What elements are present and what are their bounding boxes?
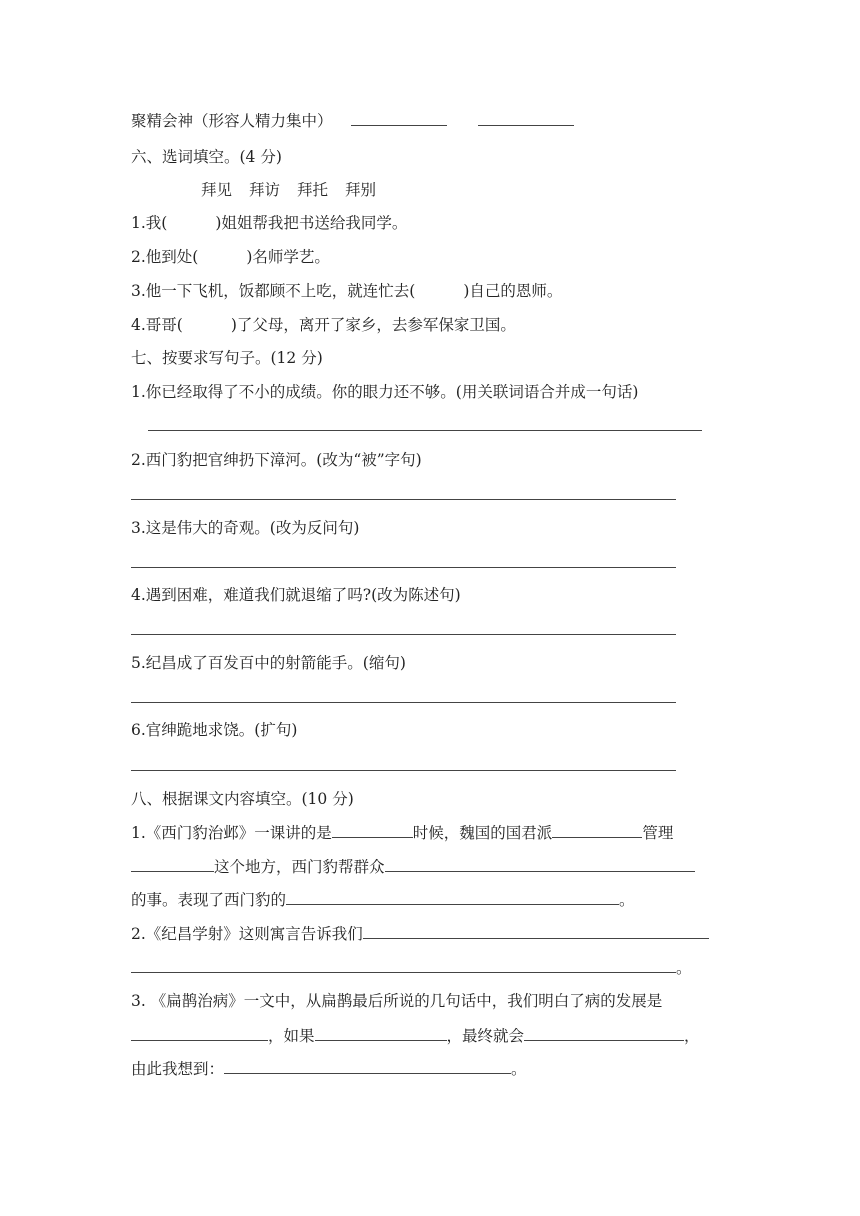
- answer-blank[interactable]: [478, 110, 574, 126]
- fill-line: [131, 1058, 527, 1078]
- item-text: )姐姐帮我把书送给我同学。: [215, 214, 408, 232]
- fill-item: [131, 281, 562, 301]
- answer-line[interactable]: [148, 430, 702, 431]
- answer-blank[interactable]: [524, 1025, 684, 1041]
- item-text: 这个地方，西门豹帮群众: [214, 858, 385, 876]
- item-text: )了父母，离开了家乡，去参军保家卫国。: [230, 316, 516, 334]
- item-text: 管理: [642, 824, 674, 842]
- item-text: 2.他到处(: [131, 248, 199, 266]
- answer-line[interactable]: [131, 770, 676, 771]
- fill-item: [131, 213, 407, 233]
- section-7-heading: 七、按要求写句子。(12 分): [131, 349, 323, 367]
- word-option: 拜见: [201, 181, 233, 199]
- answer-blank[interactable]: [385, 856, 695, 872]
- sentence-task: 6.官绅跪地求饶。(扩句): [131, 721, 298, 739]
- answer-blank[interactable]: [224, 1058, 511, 1074]
- answer-blank[interactable]: [332, 822, 413, 838]
- answer-blank[interactable]: [286, 889, 619, 905]
- answer-line[interactable]: [131, 702, 676, 703]
- item-text: ，最终就会: [446, 1027, 525, 1045]
- answer-blank[interactable]: [351, 110, 447, 126]
- answer-line[interactable]: [131, 634, 676, 635]
- word-option: 拜访: [249, 181, 281, 199]
- item-text: 的事。表现了西门豹的: [131, 891, 287, 909]
- fill-line: [131, 856, 695, 876]
- item-text: 1.我(: [131, 214, 168, 232]
- sentence-task: 2.西门豹把官绅扔下漳河。(改为“被”字句): [131, 451, 422, 469]
- fill-line: [131, 822, 673, 842]
- item-text: 3. 《扁鹊治病》一文中，从扁鹊最后所说的几句话中，我们明白了病的发展是: [131, 992, 663, 1010]
- answer-blank[interactable]: [131, 957, 676, 973]
- answer-blank[interactable]: [552, 822, 642, 838]
- sentence-task: 5.纪昌成了百发百中的射箭能手。(缩句): [131, 654, 406, 672]
- section-6-heading: 六、选词填空。(4 分): [131, 148, 282, 166]
- word-option: 拜别: [345, 181, 377, 199]
- answer-blank[interactable]: [131, 856, 214, 872]
- item-text: 。: [511, 1060, 527, 1078]
- fill-line: [131, 1025, 700, 1045]
- item-text: )名师学艺。: [246, 248, 330, 266]
- item-text: 。: [619, 891, 635, 909]
- idiom-line: [131, 110, 574, 130]
- item-text: 4.哥哥(: [131, 316, 183, 334]
- word-bank: [201, 180, 376, 200]
- item-text: )自己的恩师。: [463, 282, 563, 300]
- answer-blank[interactable]: [363, 923, 709, 939]
- item-text: 2.《纪昌学射》这则寓言告诉我们: [131, 925, 363, 943]
- item-text: 。: [676, 959, 692, 977]
- answer-line[interactable]: [131, 567, 676, 568]
- fill-line: [131, 923, 709, 943]
- answer-blank[interactable]: [315, 1025, 447, 1041]
- sentence-task: 3.这是伟大的奇观。(改为反问句): [131, 519, 360, 537]
- answer-blank[interactable]: [131, 1025, 268, 1041]
- sentence-task: 4.遇到困难，难道我们就退缩了吗?(改为陈述句): [131, 586, 461, 604]
- item-text: 3.他一下飞机，饭都顾不上吃，就连忙去(: [131, 282, 416, 300]
- item-text: ，: [684, 1027, 700, 1045]
- sentence-task: 1.你已经取得了不小的成绩。你的眼力还不够。(用关联词语合并成一句话): [131, 383, 639, 401]
- item-text: 由此我想到：: [131, 1060, 225, 1078]
- answer-line[interactable]: [131, 499, 676, 500]
- fill-line: [131, 991, 662, 1011]
- fill-line: [131, 957, 692, 977]
- item-text: ，如果: [268, 1027, 315, 1045]
- section-8-heading: 八、根据课文内容填空。(10 分): [131, 790, 354, 808]
- item-text: 时候，魏国的国君派: [412, 824, 553, 842]
- fill-item: [131, 247, 330, 267]
- fill-line: [131, 889, 635, 909]
- idiom-text: 聚精会神（形容人精力集中）: [131, 112, 333, 130]
- fill-item: [131, 315, 516, 335]
- word-option: 拜托: [297, 181, 329, 199]
- item-text: 1.《西门豹治邺》一课讲的是: [131, 824, 332, 842]
